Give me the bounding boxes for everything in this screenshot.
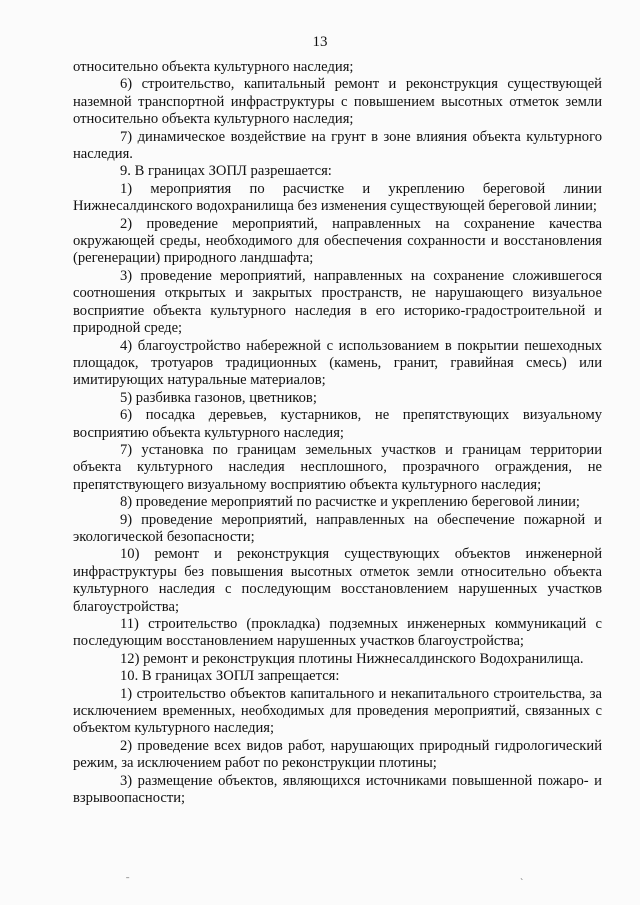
paragraph: 2) проведение мероприятий, направленных на сохранение качества окружающей среды, необходимого для обеспечения сохранности и восстановления (регенерации) природного ландшафта;: [73, 215, 602, 267]
paragraph: 6) строительство, капитальный ремонт и реконструкция существующей наземной транспортной инфраструктуры с повышением высотных отметок земли относительно объекта культурного наследия;: [73, 76, 602, 128]
paragraph: 4) благоустройство набережной с использованием в покрытии пешеходных площадок, тротуаров традиционных (камень, гранит, гравийная смесь) или имитирующих натуральные материалов;: [73, 337, 602, 389]
paragraph: 5) разбивка газонов, цветников;: [120, 389, 317, 406]
paragraph: 1) мероприятия по расчистке и укреплению береговой линии Нижнесалдинского водохранилища без изменения существующей береговой линии;: [73, 180, 602, 215]
paragraph: 10) ремонт и реконструкция существующих объектов инженерной инфраструктуры без повышения высотных отметок земли относительно объекта культурного наследия с последующим восстановлением нарушенных участков благоустройства;: [73, 546, 602, 615]
paragraph: 7) динамическое воздействие на грунт в зоне влияния объекта культурного наследия.: [73, 128, 602, 163]
paragraph: 3) проведение мероприятий, направленных на сохранение сложившегося соотношения открытых и закрытых пространств, не нарушающего визуальное восприятие объекта культурного наследия в его историко-градостроительной и природной среде;: [73, 267, 602, 337]
paragraph: 3) размещение объектов, являющихся источниками повышенной пожаро- и взрывоопасности;: [73, 772, 602, 807]
paragraph: 8) проведение мероприятий по расчистке и укреплению береговой линии;: [120, 494, 580, 511]
paragraph: 7) установка по границам земельных участков и границам территории объекта культурного наследия несплошного, прозрачного ограждения, не препятствующего визуальному восприятию объекта культурного наследия;: [73, 441, 602, 493]
scan-speck: ˋ: [520, 878, 524, 889]
paragraph: относительно объекта культурного наследия;: [73, 59, 354, 75]
paragraph: 12) ремонт и реконструкция плотины Нижнесалдинского Водохранилища.: [120, 650, 584, 667]
paragraph: 6) посадка деревьев, кустарников, не препятствующих визуальному восприятию объекта культурного наследия;: [73, 407, 602, 441]
section-heading: 10. В границах ЗОПЛ запрещается:: [120, 668, 340, 685]
section-heading: 9. В границах ЗОПЛ разрешается:: [120, 163, 332, 180]
paragraph: 1) строительство объектов капитального и некапитального строительства, за исключением временных, необходимых для проведения мероприятий, связанных с объектом культурного наследия;: [73, 685, 602, 737]
paragraph: 9) проведение мероприятий, направленных на обеспечение пожарной и экологической безопасности;: [73, 511, 602, 545]
document-body: [73, 59, 602, 807]
paragraph: 11) строительство (прокладка) подземных инженерных коммуникаций с последующим восстановлением нарушенных участков благоустройства;: [73, 616, 602, 650]
scan-speck: ˉ: [126, 876, 130, 887]
paragraph: 2) проведение всех видов работ, нарушающих природный гидрологический режим, за исключением работ по реконструкции плотины;: [73, 737, 602, 772]
page-number: 13: [312, 34, 328, 50]
